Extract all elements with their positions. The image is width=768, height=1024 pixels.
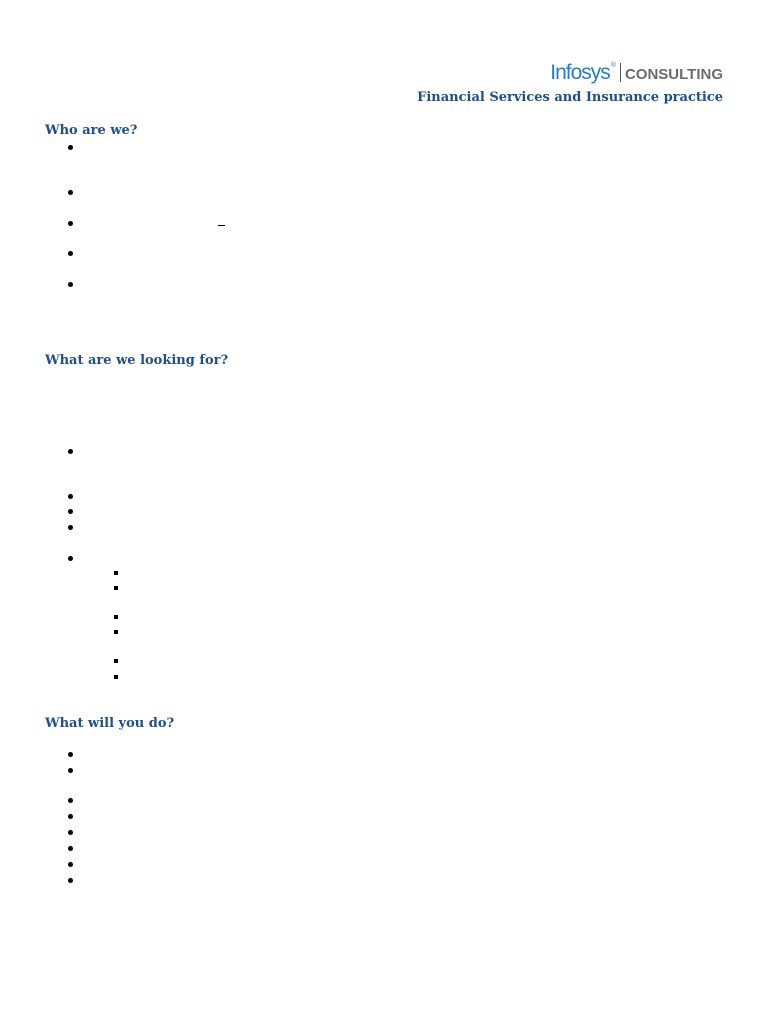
bullet-point xyxy=(68,814,73,819)
bullet-point xyxy=(68,145,73,150)
sub-bullet-point xyxy=(114,586,118,590)
logo-infosys-text: Infosys xyxy=(550,61,610,84)
bullet-point xyxy=(68,282,73,287)
bullet-point xyxy=(68,221,73,226)
bullet-point xyxy=(68,190,73,195)
infosys-consulting-logo xyxy=(550,62,723,83)
bullet-point xyxy=(68,509,73,514)
bullet-point xyxy=(68,525,73,530)
bullet-point xyxy=(68,798,73,803)
heading-what-will-you-do: What will you do? xyxy=(45,716,175,731)
logo-consulting-text: CONSULTING xyxy=(624,66,723,83)
practice-title: Financial Services and Insurance practice xyxy=(417,90,723,105)
sub-bullet-point xyxy=(114,571,118,575)
heading-who-are-we: Who are we? xyxy=(45,123,138,138)
sub-bullet-point xyxy=(114,659,118,663)
bullet-point xyxy=(68,862,73,867)
sub-bullet-point xyxy=(114,675,118,679)
dash-mark xyxy=(218,225,225,226)
logo-registered-mark: ® xyxy=(610,62,616,69)
bullet-point xyxy=(68,494,73,499)
bullet-point xyxy=(68,556,73,561)
bullet-point xyxy=(68,846,73,851)
sub-bullet-point xyxy=(114,630,118,634)
bullet-point xyxy=(68,830,73,835)
bullet-point xyxy=(68,878,73,883)
bullet-point xyxy=(68,752,73,757)
logo-divider xyxy=(620,63,621,82)
heading-what-are-we-looking-for: What are we looking for? xyxy=(45,353,229,368)
bullet-point xyxy=(68,768,73,773)
bullet-point xyxy=(68,449,73,454)
bullet-point xyxy=(68,251,73,256)
sub-bullet-point xyxy=(114,615,118,619)
